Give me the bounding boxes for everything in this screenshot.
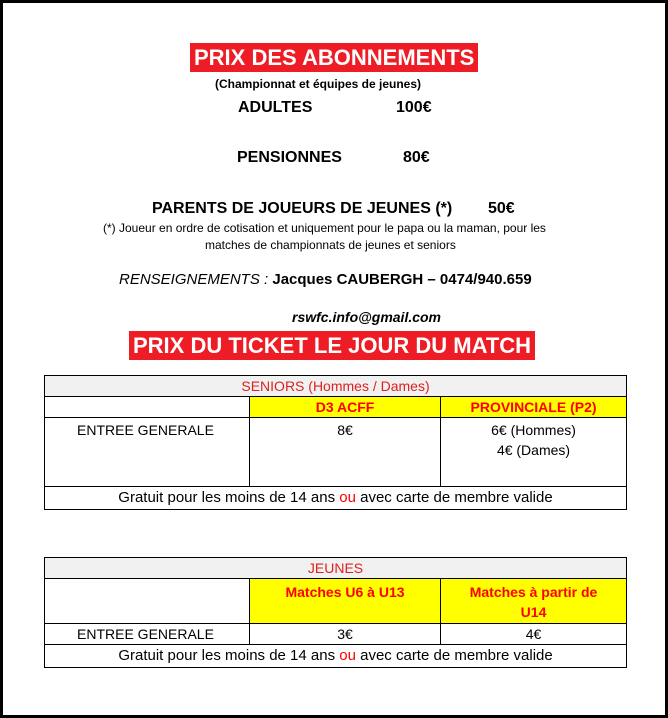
entry-label: ENTREE GENERALE	[45, 418, 250, 487]
seniors-footer	[45, 487, 627, 510]
footer-text-post: avec carte de membre valide	[355, 489, 553, 506]
empty-header-cell	[45, 397, 250, 418]
info-line	[119, 271, 532, 288]
footer-or: ou	[339, 647, 356, 664]
u14-header	[441, 579, 627, 624]
u14-price: 4€	[441, 624, 627, 645]
email-link[interactable]: rswfc.info@gmail.com	[292, 309, 442, 325]
adults-label: ADULTES	[238, 99, 313, 116]
footer-text-pre: Gratuit pour les moins de 14 ans	[118, 647, 340, 664]
p2-header: PROVINCIALE (P2)	[441, 397, 627, 418]
d3-price: 8€	[250, 418, 441, 487]
note-line-1: (*) Joueur en ordre de cotisation et uniquement pour le papa ou la maman, pour les	[103, 221, 546, 235]
p2-price	[441, 418, 627, 487]
subscriptions-subtitle: (Championnat et équipes de jeunes)	[215, 77, 422, 91]
parents-label: PARENTS DE JOUEURS DE JEUNES (*)	[152, 200, 453, 217]
adults-price: 100€	[396, 99, 432, 116]
jeunes-section-header: JEUNES	[45, 558, 627, 579]
info-contact: Jacques CAUBERGH – 0474/940.659	[272, 271, 532, 288]
d3-header: D3 ACFF	[250, 397, 441, 418]
tickets-title: PRIX DU TICKET LE JOUR DU MATCH	[129, 331, 535, 360]
entry-label: ENTREE GENERALE	[45, 624, 250, 645]
p2-price-women: 4€ (Dames)	[496, 442, 571, 458]
info-label: RENSEIGNEMENTS :	[119, 271, 269, 288]
footer-or: ou	[339, 489, 356, 506]
u14-header-line2: U14	[520, 604, 547, 620]
subscriptions-title: PRIX DES ABONNEMENTS	[190, 43, 478, 72]
seniors-table	[44, 375, 627, 510]
jeunes-table	[44, 557, 627, 668]
empty-header-cell	[45, 579, 250, 624]
parents-price: 50€	[488, 200, 515, 217]
u14-header-line1: Matches à partir de	[469, 584, 598, 600]
p2-price-men: 6€ (Hommes)	[491, 422, 576, 438]
jeunes-footer	[45, 645, 627, 668]
seniors-pension-price: 80€	[403, 149, 430, 166]
seniors-section-header: SENIORS (Hommes / Dames)	[45, 376, 627, 397]
u6-u13-header: Matches U6 à U13	[250, 579, 441, 624]
seniors-pension-label: PENSIONNES	[237, 149, 342, 166]
footer-text-pre: Gratuit pour les moins de 14 ans	[118, 489, 340, 506]
u6-u13-price: 3€	[250, 624, 441, 645]
footer-text-post: avec carte de membre valide	[355, 647, 553, 664]
note-line-2: matches de championnats de jeunes et seniors	[205, 238, 456, 252]
